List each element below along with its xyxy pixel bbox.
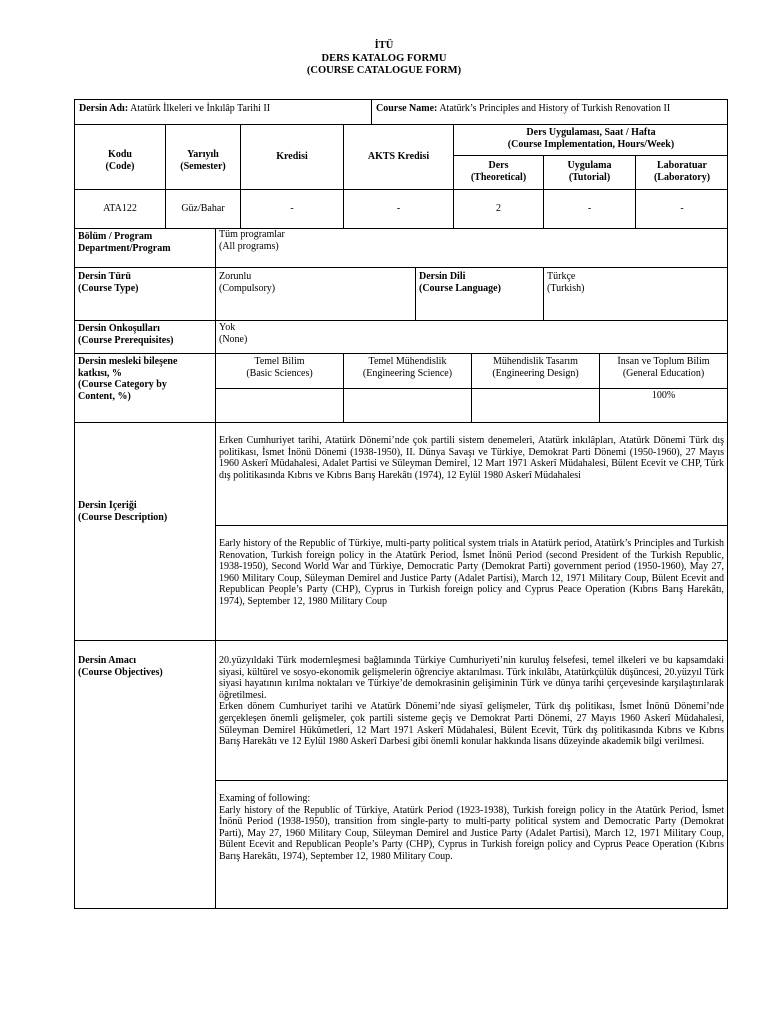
theoretical-value: 2 — [496, 203, 501, 214]
course-language-value — [547, 271, 727, 294]
semester-header-tr: Yarıyılı — [187, 149, 219, 160]
tutorial-header — [544, 160, 635, 183]
department-value-en: (All programs) — [219, 240, 279, 252]
description-en: Early history of the Republic of Türkiye, multi-party political system trials in Atatürk period, Atatürk’s Principles and Turkish Renovation, Turkish foreign policy in the Atatürk Period, İsmet İnönü Period (second President of the Turkish Republic, 1938-1950), Second World War and Türkiye, Democratic Party (Demokrat Parti) government period (1950-1960), May 27, 1960 Military Coup, Süleyman Demirel and Justice Party (Adalet Partisi), March 12, 1971 Military Coup, Bülent Ecevit and Republican People’s Party (CHP), Cyprus in Turkish foreign policy and Cyprus Peace Operation (Kıbrıs Barış Harekâtı, 1974), September 12, 1980 Military Coup — [219, 538, 724, 607]
prerequisites-label — [78, 323, 214, 346]
practice-header-tr: Ders Uygulaması, Saat / Hafta — [526, 127, 656, 138]
category-basic-sciences — [216, 356, 343, 379]
laboratory-header-en: (Laboratory) — [653, 171, 711, 183]
rule — [371, 99, 372, 124]
theoretical-header-tr: Ders — [488, 160, 509, 171]
tutorial-header-tr: Uygulama — [567, 160, 612, 171]
category-engsci-tr: Temel Mühendislik — [368, 356, 447, 367]
course-name-tr — [76, 101, 370, 123]
prerequisites-label-tr: Dersin Önkoşulları — [78, 323, 160, 334]
course-type-value — [219, 271, 414, 294]
rule — [215, 525, 728, 526]
laboratory-header-tr: Laboratuar — [657, 160, 707, 171]
code-value: ATA122 — [103, 203, 137, 214]
practice-header-en: (Course Implementation, Hours/Week) — [507, 138, 675, 150]
department-value — [219, 229, 719, 252]
rule — [215, 228, 216, 909]
course-name-en-value: Atatürk’s Principles and History of Turkish Renovation II — [439, 103, 671, 114]
course-name-tr-label: Dersin Adı: — [79, 103, 129, 114]
category-general-education-value: 100% — [651, 390, 676, 401]
category-engdes-en: (Engineering Design) — [492, 367, 579, 379]
code-header-en: (Code) — [105, 160, 135, 172]
university-title: İTÜ — [374, 40, 394, 51]
category-label-line: Dersin mesleki bileşene — [78, 356, 178, 367]
category-engsci-en: (Engineering Science) — [362, 367, 453, 379]
semester-header — [166, 149, 240, 172]
course-name-tr-value: Atatürk İlkeleri ve İnkılâp Tarihi II — [130, 103, 271, 114]
form-title: DERS KATALOG FORMU — [321, 52, 447, 64]
category-label-line: Content, %) — [78, 390, 131, 402]
objectives-label-tr: Dersin Amacı — [78, 655, 137, 666]
description-label-tr: Dersin İçeriği — [78, 500, 137, 511]
rule — [415, 267, 416, 320]
category-gened-en: (General Education) — [622, 367, 705, 379]
laboratory-value: - — [680, 203, 684, 214]
course-type-label — [78, 271, 214, 294]
objectives-tr-paragraph-2: Erken dönem Cumhuriyet tarihi ve Atatürk Dönemi’nde siyasî gelişmeler, Türk dış politikası, İsmet İnönü Dönemi’nde gerçekleşen önemli gelişmeler, çok partili sisteme geçiş ve Demokrat Parti Dönemi, 27 Mayıs 1960 Askerî Müdahalesi, Süleyman Demirel Hükûmetleri, 12 Mart 1971 Askerî Müdahalesi, Bülent Ecevit, Türk dış politikasında Kıbrıs ve Kıbrıs Barış Harekâtı ve 12 Eylül 1980 Askerî Darbesi gibi önemli konular hakkında lisans düzeyinde akademik bilgi verilmesi. — [219, 701, 724, 748]
rule — [74, 189, 728, 190]
semester-value: Güz/Bahar — [181, 203, 225, 214]
category-engdes-tr: Mühendislik Tasarım — [493, 356, 578, 367]
description-label-en: (Course Description) — [78, 511, 168, 523]
credits-header: Kredisi — [276, 151, 308, 162]
objectives-label — [78, 655, 214, 678]
course-name-en — [373, 101, 727, 123]
course-type-value-tr: Zorunlu — [219, 271, 252, 282]
course-language-value-tr: Türkçe — [547, 271, 576, 282]
course-type-value-en: (Compulsory) — [219, 282, 276, 294]
description-label — [78, 500, 214, 523]
code-header — [75, 149, 165, 172]
objectives-en — [219, 793, 724, 905]
category-engineering-design — [472, 356, 599, 379]
department-label-en: Department/Program — [78, 242, 171, 254]
form-title-en: (COURSE CATALOGUE FORM) — [306, 65, 462, 76]
form-header — [0, 40, 768, 78]
department-label — [78, 231, 214, 254]
objectives-label-en: (Course Objectives) — [78, 666, 163, 678]
objectives-en-intro: Examing of following: — [219, 793, 311, 804]
objectives-en-text: Early history of the Republic of Türkiye, Atatürk Period (1923-1938), Turkish foreign policy in the Atatürk Period, İsmet İnönü Period (1938-1950), transition from single-party to multi-party political system and Democratic Party (Demokrat Parti), May 27, 1960 Military Coup, Süleyman Demirel and Justice Party (Adalet Partisi), March 12, 1971 Military Coup, Bülent Ecevit and Republican People’s Party (CHP), Cyprus in Turkish foreign policy and Cyprus Peace Operation (Kıbrıs Barış Harekâtı, 1974), September 12, 1980 Military Coup. — [219, 804, 724, 862]
rule — [453, 155, 728, 156]
ects-value: - — [396, 203, 401, 214]
objectives-tr — [219, 655, 724, 778]
prerequisites-value-en: (None) — [219, 333, 248, 345]
course-type-label-en: (Course Type) — [78, 282, 139, 294]
course-language-label-en: (Course Language) — [419, 282, 501, 294]
semester-header-en: (Semester) — [180, 160, 226, 172]
rule — [74, 320, 728, 321]
category-basic-en: (Basic Sciences) — [246, 367, 313, 379]
category-gened-tr: İnsan ve Toplum Bilim — [617, 356, 710, 367]
objectives-tr-paragraph-1: 20.yüzyıldaki Türk modernleşmesi bağlamında Türkiye Cumhuriyeti’nin kuruluş felsefesi, temel ilkeleri ve bu kapsamdaki siyasi, kültürel ve sosyo-ekonomik gelişmelerin öğrenciye aktarılması. Türk inkılâbı, Atatürkçülük düşüncesi, 20.yüzyıl Türk siyasi hayatının kırılma noktaları ve Türkiye’de demokrasinin gelişiminin Türk ve dünya tarihi çerçevesinde karşılaştırılarak öğretilmesi. — [219, 655, 724, 701]
rule — [74, 640, 728, 641]
rule — [74, 422, 728, 423]
rule — [215, 780, 728, 781]
category-engineering-science — [344, 356, 471, 379]
prerequisites-label-en: (Course Prerequisites) — [78, 334, 174, 346]
rule — [74, 353, 728, 354]
department-label-tr: Bölüm / Program — [78, 231, 153, 242]
course-language-value-en: (Turkish) — [547, 282, 585, 294]
practice-header — [454, 127, 728, 150]
department-value-tr: Tüm programlar — [219, 229, 285, 240]
tutorial-value: - — [587, 203, 592, 214]
code-header-tr: Kodu — [108, 149, 132, 160]
description-tr: Erken Cumhuriyet tarihi, Atatürk Dönemi’nde çok partili sistem denemeleri, Atatürk inkılâpları, Atatürk Dönemi Türk dış politikası, İsmet İnönü Dönemi (1938-1950), II. Dünya Savaşı ve Türkiye, Demokrat Parti Dönemi (1950-1960), 27 Mayıs 1960 Askerî Müdahalesi, Adalet Partisi ve Süleyman Demirel, 12 Mart 1971 Askerî Müdahalesi, Bülent Ecevit ve CHP, Türk dış politikasında Kıbrıs ve Kıbrıs Barış Harekâtı (1974), 12 Eylül 1980 Askerî Müdahalesi — [219, 435, 724, 481]
credits-value: - — [290, 203, 294, 214]
category-label — [78, 356, 214, 402]
ects-header: AKTS Kredisi — [367, 151, 430, 162]
theoretical-header — [454, 160, 543, 183]
prerequisites-value — [219, 322, 719, 345]
course-language-label — [419, 271, 542, 294]
category-label-line: katkısı, % — [78, 367, 122, 379]
course-name-en-label: Course Name: — [376, 103, 438, 114]
theoretical-header-en: (Theoretical) — [470, 171, 527, 183]
course-type-label-tr: Dersin Türü — [78, 271, 131, 282]
laboratory-header — [636, 160, 728, 183]
course-language-label-tr: Dersin Dili — [419, 271, 466, 282]
category-general-education — [600, 356, 727, 379]
rule — [74, 267, 728, 268]
category-basic-tr: Temel Bilim — [254, 356, 305, 367]
rule — [74, 124, 728, 125]
category-label-line: (Course Category by — [78, 379, 167, 391]
prerequisites-value-tr: Yok — [219, 322, 236, 333]
rule — [543, 267, 544, 320]
tutorial-header-en: (Tutorial) — [568, 171, 611, 183]
